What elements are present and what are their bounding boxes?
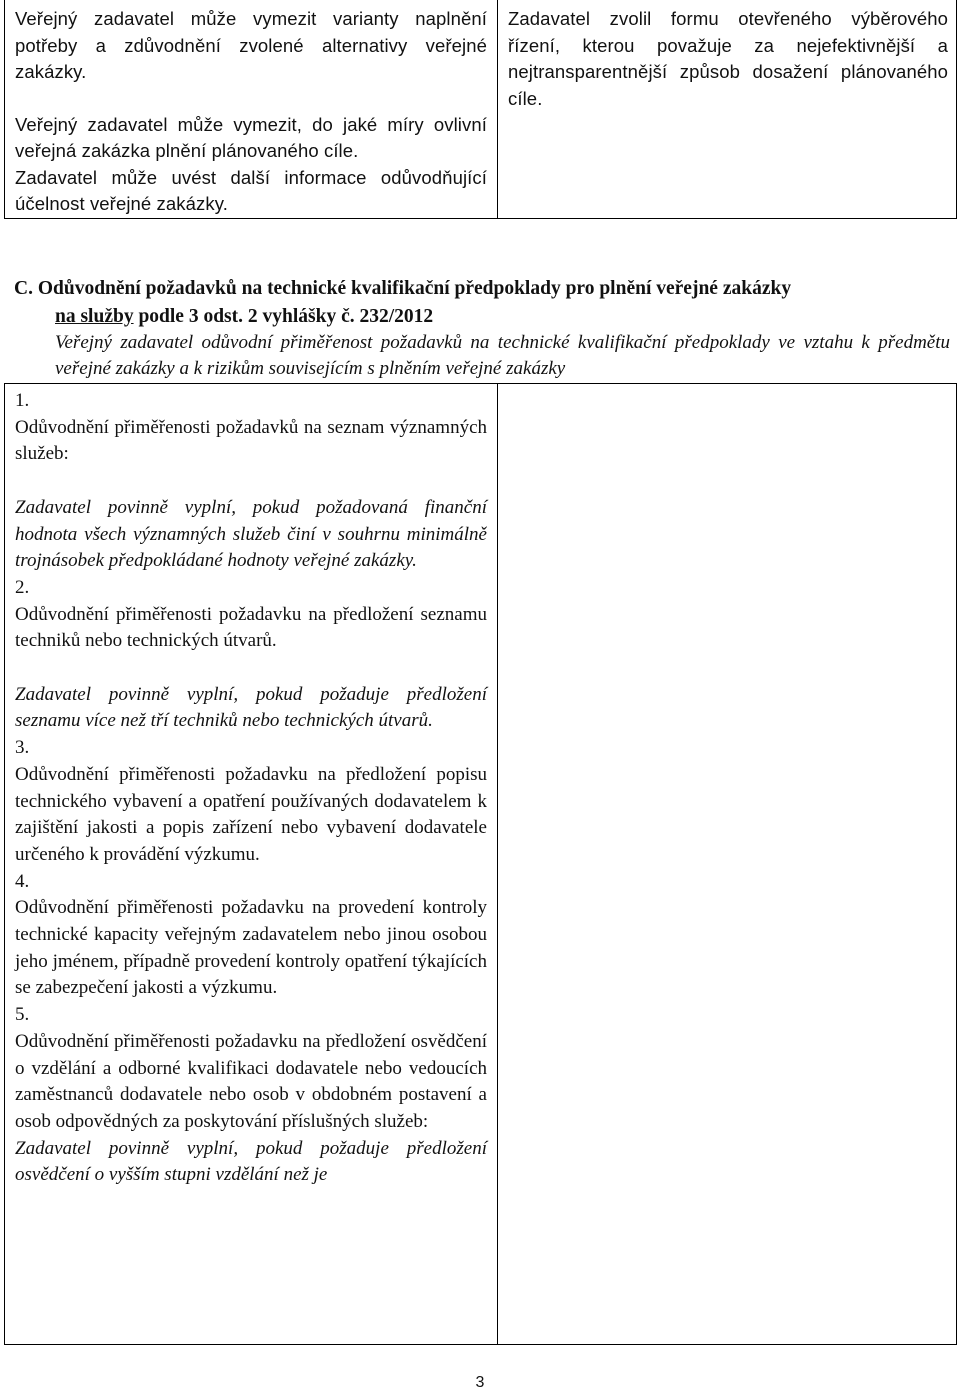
item-1-title: Odůvodnění přiměřenosti požadavků na seznam významných služeb: <box>15 416 487 465</box>
section-letter: C. <box>14 278 33 299</box>
item-2-note: Zadavatel povinně vyplní, pokud požaduje předložení seznamu více než tří techniků nebo technických útvarů. <box>15 683 487 732</box>
item-2-title: Odůvodnění přiměřenosti požadavku na předložení seznamu techniků nebo technických útvarů. <box>15 603 487 652</box>
section-title-underlined: na služby <box>55 306 134 327</box>
item-5-note: Zadavatel povinně vyplní, pokud požaduje předložení osvědčení o vyšším stupni vzdělání než je <box>15 1137 487 1186</box>
top-table <box>4 0 957 219</box>
top-left-cell <box>5 0 498 219</box>
item-4-number: 4. <box>15 870 30 892</box>
variants-paragraph: Veřejný zadavatel může vymezit varianty naplnění potřeby a zdůvodnění zvolené alternativy veřejné zakázky. <box>15 8 487 82</box>
page-number: 3 <box>475 1374 485 1391</box>
section-title-rest: podle 3 odst. 2 vyhlášky č. 232/2012 <box>133 306 434 327</box>
goal-influence-paragraph: Veřejný zadavatel může vymezit, do jaké míry ovlivní veřejná zakázka plnění plánovaného cíle. <box>15 113 487 161</box>
item-4-title: Odůvodnění přiměřenosti požadavku na provedení kontroly technické kapacity veřejným zadavatelem nebo jinou osobou jeho jménem, případně provedení kontroly opatření týkajících se zabezpečení jakosti a výzkumu. <box>15 897 487 999</box>
section-title-line1: Odůvodnění požadavků na technické kvalifikační předpoklady pro plnění veřejné zakázky <box>37 278 792 299</box>
item-1-number: 1. <box>15 390 30 411</box>
item-1-note: Zadavatel povinně vyplní, pokud požadovaná finanční hodnota všech významných služeb činí v souhrnu minimálně trojnásobek předpokládané hodnoty veřejné zakázky. <box>15 496 487 572</box>
requirements-table <box>4 383 957 1345</box>
item-2-number: 2. <box>15 576 30 598</box>
additional-info-paragraph: Zadavatel může uvést další informace odůvodňující účelnost veřejné zakázky. <box>15 166 487 214</box>
requirements-left-cell <box>5 384 498 1344</box>
top-right-cell <box>498 0 956 219</box>
item-5-number: 5. <box>15 1004 30 1026</box>
item-5-title: Odůvodnění přiměřenosti požadavku na předložení osvědčení o vzdělání a odborné kvalifikaci dodavatele nebo vedoucích zaměstnanců dodavatele nebo osob v obdobném postavení a osob odpovědných za poskytování příslušných služeb: <box>15 1030 487 1132</box>
item-3-number: 3. <box>15 737 30 759</box>
section-subtitle: Veřejný zadavatel odůvodní přiměřenost požadavků na technické kvalifikační předpoklady ve vztahu k předmětu veřejné zakázky a k rizikům souvisejícím s plněním veřejné zakázky <box>55 332 950 379</box>
procedure-choice-paragraph: Zadavatel zvolil formu otevřeného výběrového řízení, kterou považuje za nejefektivnější a nejtransparentnější způsob dosažení plánovaného cíle. <box>508 8 948 109</box>
item-3-title: Odůvodnění přiměřenosti požadavku na předložení popisu technického vybavení a opatření používaných dodavatelem k zajištění jakosti a popis zařízení nebo vybavení dodavatele určeného k provádění výzkumu. <box>15 763 487 865</box>
section-c-heading <box>14 275 954 331</box>
